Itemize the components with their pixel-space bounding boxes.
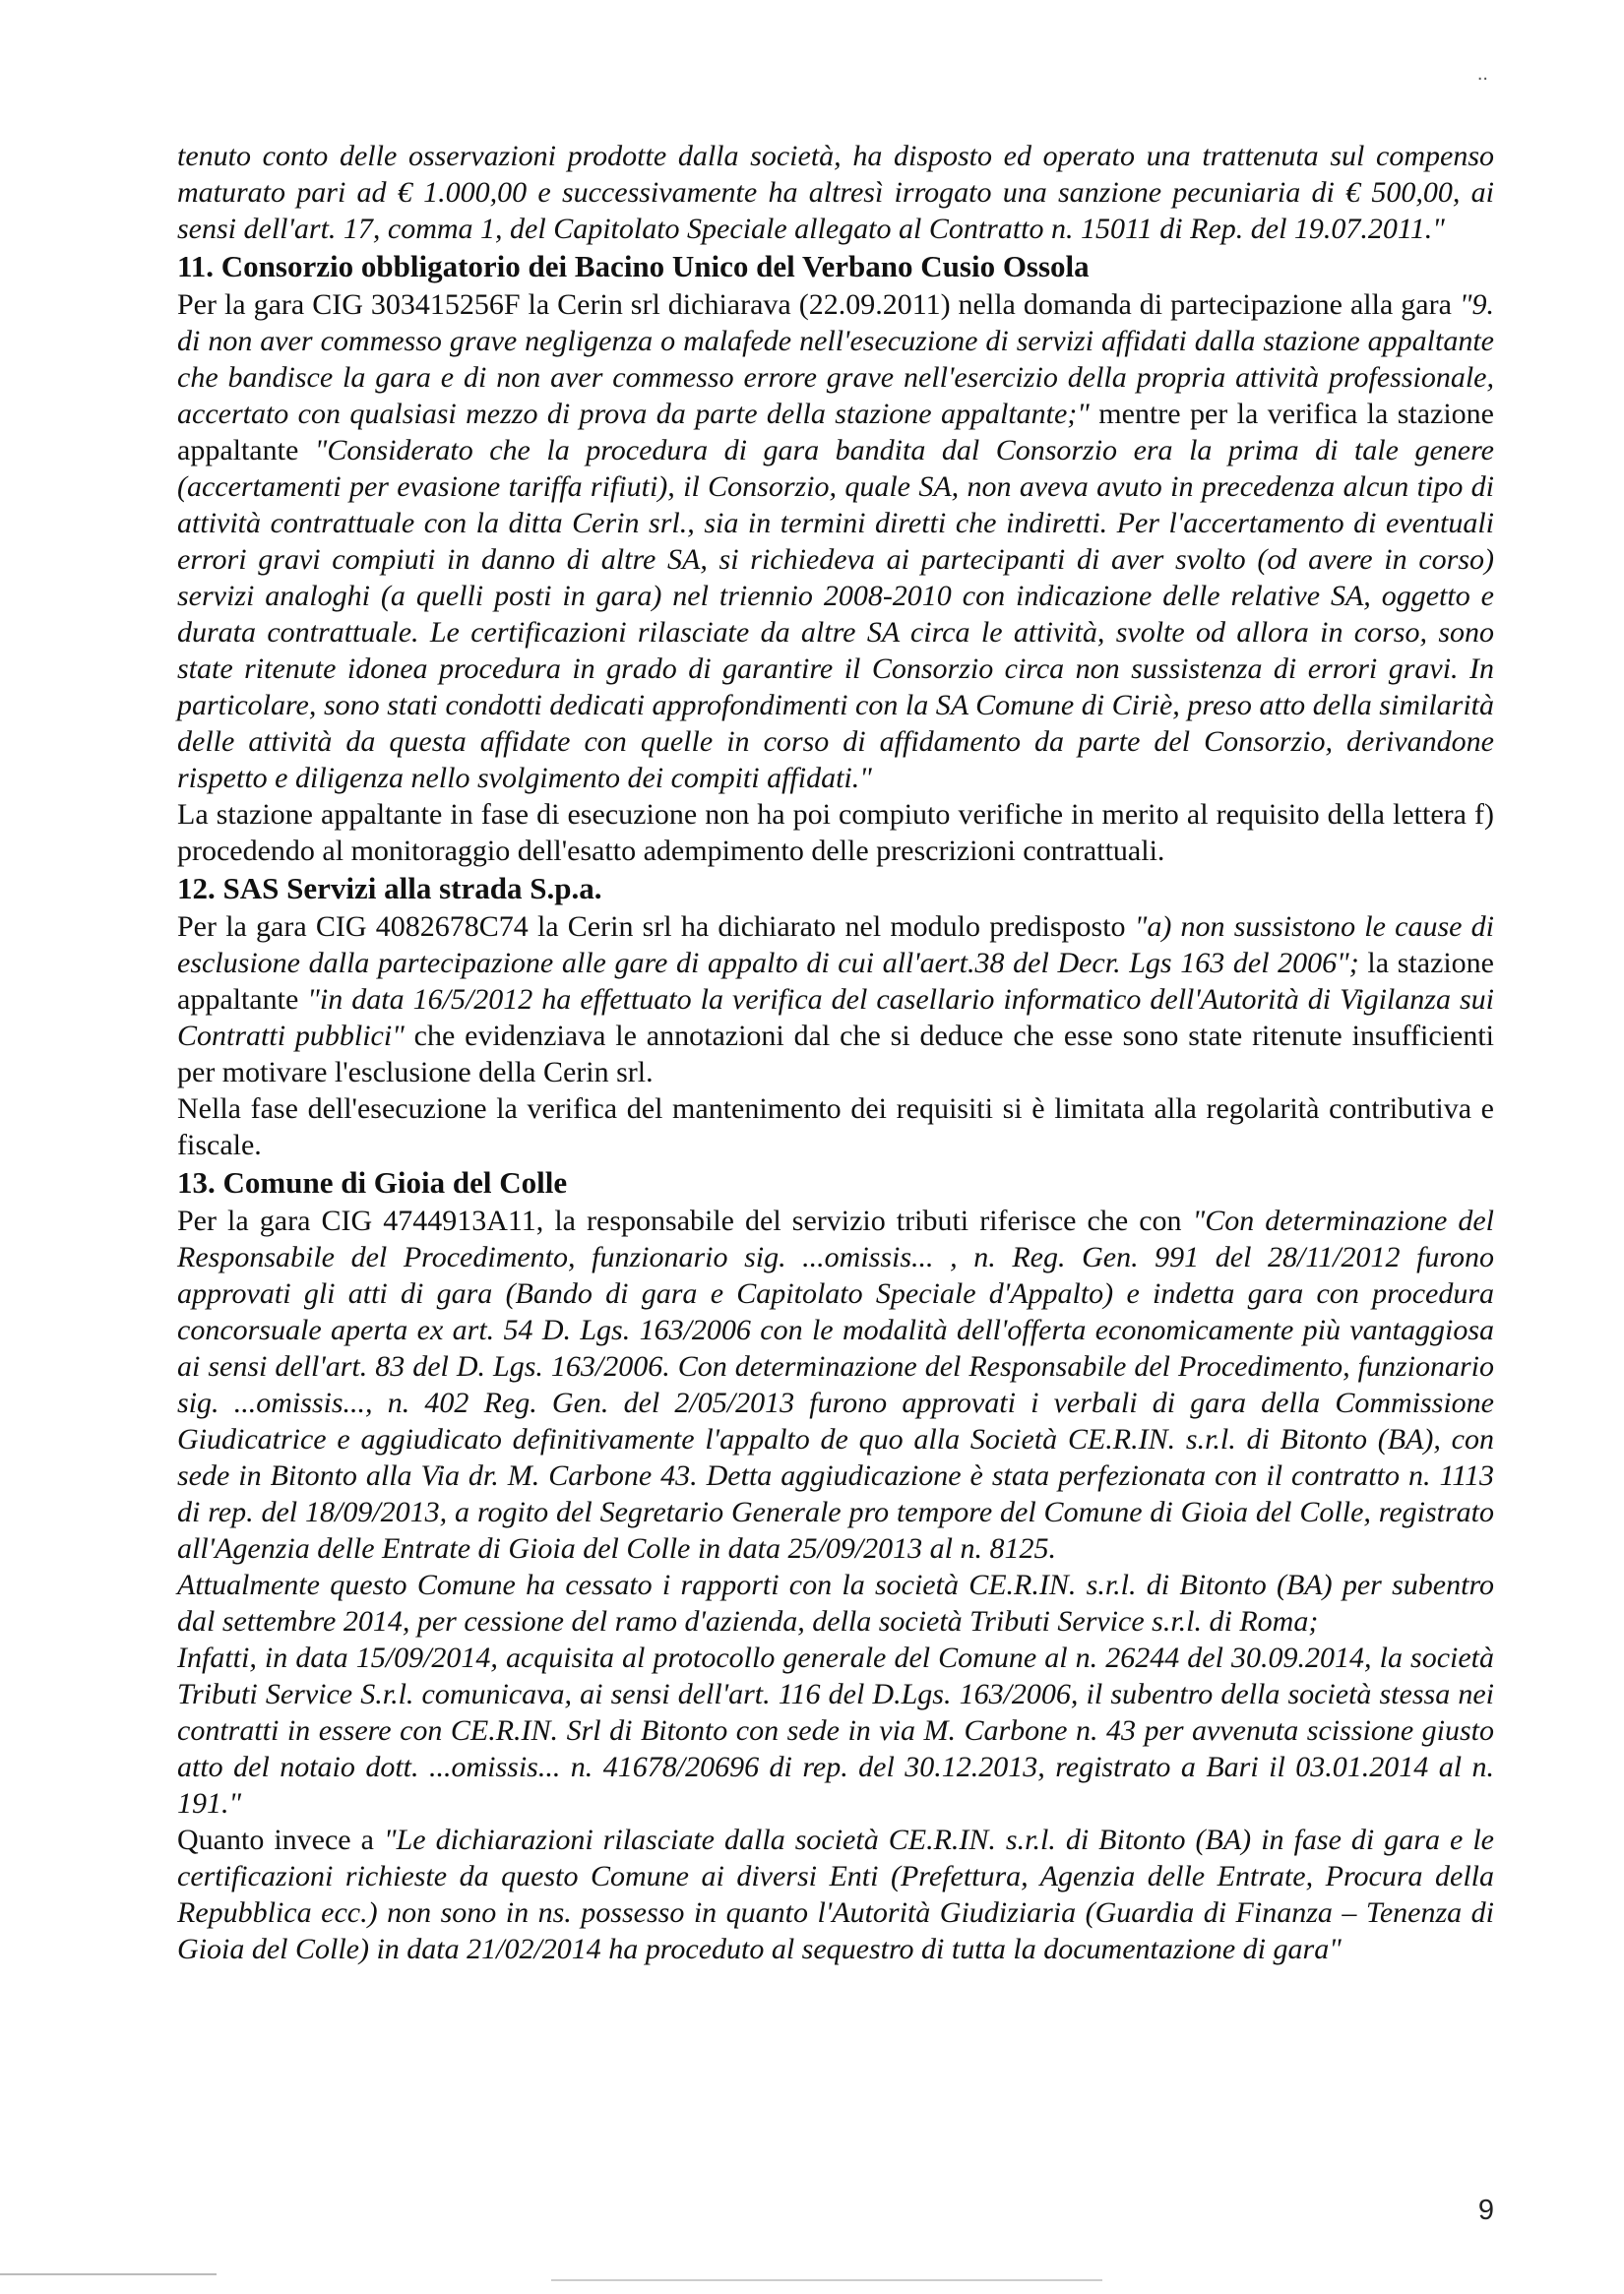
section-12-paragraph-2: Nella fase dell'esecuzione la verifica del mantenimento dei requisiti si è limitata alla regolarità contributiva e fiscale. (177, 1092, 1494, 1161)
section-11-heading: 11. Consorzio obbligatorio dei Bacino Unico del Verbano Cusio Ossola (177, 249, 1090, 283)
quote-run: "Le dichiarazioni rilasciate dalla società CE.R.IN. s.r.l. di Bitonto (BA) in fase di gara e le certificazioni richieste da questo Comune ai diversi Enti (Prefettura, Agenzia delle Entrate, Procura della Repubblica ecc.) non sono in ns. possesso in quanto l'Autorità Giudiziaria (Guardia di Finanza – Tenenza di Gioia del Colle) in data 21/02/2014 ha proceduto al sequestro di tutta la documentazione di gara" (177, 1824, 1494, 1965)
section-13-heading: 13. Comune di Gioia del Colle (177, 1165, 568, 1200)
section-12-heading: 12. SAS Servizi alla strada S.p.a. (177, 871, 602, 905)
text-run: Quanto invece a (177, 1824, 385, 1856)
quote-run: "Considerato che la procedura di gara bandita dal Consorzio era la prima di tale genere (accertamenti per evasione tariffa rifiuti), il Consorzio, quale SA, non aveva avuto in precedenza alcun tipo di attività contrattuale con la ditta Cerin srl., sia in termini diretti che indiretti. Per l'accertamento di eventuali errori gravi compiuti in danno di altre SA, si richiedeva ai partecipanti di aver svolto (od avere in corso) servizi analoghi (a quelli posti in gara) nel triennio 2008-2010 con indicazione delle relative SA, oggetto e durata contrattuale. Le certificazioni rilasciate da altre SA circa le attività, svolte od allora in corso, sono state ritenute idonea procedura in grado di garantire il Consorzio circa non sussistenza di errori gravi. In particolare, sono stati condotti dedicati approfondimenti con la SA Comune di Ciriè, preso atto della similarità delle attività da questa affidate con quelle in corso di affidamento da parte del Consorzio, derivandone rispetto e diligenza nello svolgimento dei compiti affidati." (177, 434, 1494, 794)
section-11-paragraph-2: La stazione appaltante in fase di esecuzione non ha poi compiuto verifiche in merito al requisito della lettera f) procedendo al monitoraggio dell'esatto adempimento delle prescrizioni contrattuali. (177, 798, 1494, 867)
quote-run: "Con determinazione del Responsabile del Procedimento, funzionario sig. ...omissis... , n. Reg. Gen. 991 del 28/11/2012 furono approvati gli atti di gara (Bando di gara e Capitolato Speciale d'Appalto) e indetta gara con procedura concorsuale aperta ex art. 54 D. Lgs. 163/2006 con le modalità dell'offerta economicamente più vantaggiosa ai sensi dell'art. 83 del D. Lgs. 163/2006. Con determinazione del Responsabile del Procedimento, funzionario sig. ...omissis..., n. 402 Reg. Gen. del 2/05/2013 furono approvati i verbali di gara della Commissione Giudicatrice e aggiudicato definitivamente l'appalto de quo alla Società CE.R.IN. s.r.l. di Bitonto (BA), con sede in Bitonto alla Via dr. M. Carbone 43. Detta aggiudicazione è stata perfezionata con il contratto n. 1113 di rep. del 18/09/2013, a rogito del Segretario Generale pro tempore del Comune di Gioia del Colle, registrato all'Agenzia delle Entrate di Gioia del Colle in data 25/09/2013 al n. 8125. (177, 1205, 1494, 1565)
quote-run: "in data 16/5/2012 ha effettuato la verifica del casellario informatico dell'Autorità di Vigilanza sui Contratti pubblici" (177, 983, 1494, 1052)
quote-run: "9. di non aver commesso grave negligenza o malafede nell'esecuzione di servizi affidati dalla stazione appaltante che bandisce la gara e di non aver commesso errore grave nell'esercizio della propria attività professionale, accertato con qualsiasi mezzo di prova da parte della stazione appaltante;" (177, 288, 1494, 430)
corner-mark: .. (1476, 63, 1488, 85)
document-page (177, 138, 1494, 1967)
text-run: Per la gara CIG 303415256F la Cerin srl dichiarava (22.09.2011) nella domanda di partecipazione alla gara (177, 288, 1460, 321)
quote-run: "a) non sussistono le cause di esclusione dalla partecipazione alle gare di appalto di cui all'aert.38 del Decr. Lgs 163 del 2006"; (177, 910, 1495, 979)
page-number: 9 (1477, 2195, 1494, 2226)
scan-artifact (551, 2279, 1102, 2281)
section-12-paragraph-1 (177, 908, 1494, 1090)
scan-artifact (0, 2273, 217, 2275)
text-run: mentre per la verifica la stazione appaltante (177, 398, 1494, 466)
text-run: che evidenziava le annotazioni dal che si deduce che esse sono state ritenute insufficienti per motivare l'esclusione della Cerin srl. (177, 1020, 1494, 1088)
section-11-paragraph-1 (177, 286, 1494, 796)
section-13-paragraph-3: Infatti, in data 15/09/2014, acquisita al protocollo generale del Comune al n. 26244 del 30.09.2014, la società Tributi Service S.r.l. comunicava, ai sensi dell'art. 116 del D.Lgs. 163/2006, il subentro della società stessa nei contratti in essere con CE.R.IN. Srl di Bitonto con sede in via M. Carbone n. 43 per avvenuta scissione giusto atto del notaio dott. ...omissis... n. 41678/20696 di rep. del 30.12.2013, registrato a Bari il 03.01.2014 al n. 191." (177, 1642, 1494, 1820)
intro-paragraph: tenuto conto delle osservazioni prodotte dalla società, ha disposto ed operato una trattenuta sul compenso maturato pari ad € 1.000,00 e successivamente ha altresì irrogato una sanzione pecuniaria di € 500,00, ai sensi dell'art. 17, comma 1, del Capitolato Speciale allegato al Contratto n. 15011 di Rep. del 19.07.2011." (177, 140, 1494, 245)
section-13-paragraph-1 (177, 1203, 1494, 1567)
text-run: Per la gara CIG 4082678C74 la Cerin srl ha dichiarato nel modulo predisposto (177, 910, 1135, 943)
text-run: Per la gara CIG 4744913A11, la responsabile del servizio tributi riferisce che con (177, 1205, 1193, 1237)
section-13-paragraph-2: Attualmente questo Comune ha cessato i rapporti con la società CE.R.IN. s.r.l. di Bitonto (BA) per subentro dal settembre 2014, per cessione del ramo d'azienda, della società Tributi Service s.r.l. di Roma; (177, 1569, 1494, 1638)
section-13-paragraph-4 (177, 1822, 1494, 1967)
text-run: la stazione appaltante (177, 947, 1494, 1016)
